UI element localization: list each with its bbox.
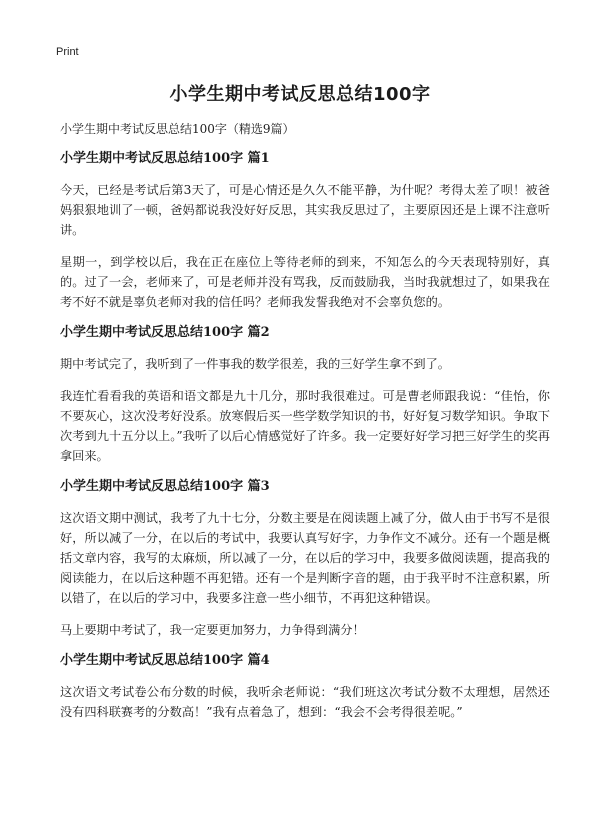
paragraph: 星期一，到学校以后，我在正在座位上等待老师的到来，不知怎么的今天表现特别好，真的。过了一会，老师来了，可是老师并没有骂我，反而鼓励我，当时我就想过了，如果我在考不好不就是辜负老师对我的信任吗？老师我发誓我绝对不会辜负您的。 — [60, 255, 550, 309]
section-3 — [60, 478, 550, 640]
paragraph: 今天，已经是考试后第3天了，可是心情还是久久不能平静，为什呢？考得太差了呗！被爸妈狠狠地训了一顿，爸妈都说我没好好反思，其实我反思过了，主要原因还是上课不注意听讲。 — [60, 183, 550, 237]
page-title: 小学生期中考试反思总结100字 — [169, 84, 431, 105]
document-body — [60, 150, 550, 734]
section-1 — [60, 150, 550, 312]
section-4 — [60, 652, 550, 722]
document-subtitle: 小学生期中考试反思总结100字（精选9篇） — [60, 122, 295, 136]
paragraph: 这次语文期中测试，我考了九十七分，分数主要是在阅读题上减了分，做人由于书写不是很好，所以减了一分，在以后的考试中，我要认真写好字，力争作文不减分。还有一个题是概括文章内容，我写的太麻烦，所以减了一分，在以后的学习中，我要多做阅读题，提高我的阅读能力，在以后这种题不再犯错。还有一个是判断字音的题，由于我平时不注意积累，所以错了，在以后的学习中，我要多注意一些小细节，不再犯这种错误。 — [60, 511, 550, 605]
paragraph: 期中考试完了，我听到了一件事我的数学很差，我的三好学生拿不到了。 — [60, 357, 450, 371]
section-heading: 小学生期中考试反思总结100字 篇1 — [60, 151, 270, 166]
paragraph: 我连忙看看我的英语和语文都是九十几分，那时我很难过。可是曹老师跟我说：“佳怡，你不要灰心，这次没考好没系。放寒假后买一些学数学知识的书，好好复习数学知识。争取下次考到九十五分以上。”我听了以后心情感觉好了许多。我一定要好好学习把三好学生的奖再拿回来。 — [60, 389, 550, 463]
section-heading: 小学生期中考试反思总结100字 篇2 — [60, 325, 270, 340]
section-heading: 小学生期中考试反思总结100字 篇3 — [60, 479, 270, 494]
paragraph: 马上要期中考试了，我一定要更加努力，力争得到满分！ — [60, 623, 365, 637]
paragraph: 这次语文考试卷公布分数的时候，我听余老师说：“我们班这次考试分数不太理想，居然还没有四科联赛考的分数高！”我有点着急了，想到：“我会不会考得很差呢。” — [60, 685, 550, 719]
section-heading: 小学生期中考试反思总结100字 篇4 — [60, 653, 270, 668]
print-label[interactable]: Print — [56, 46, 79, 58]
section-2 — [60, 324, 550, 466]
